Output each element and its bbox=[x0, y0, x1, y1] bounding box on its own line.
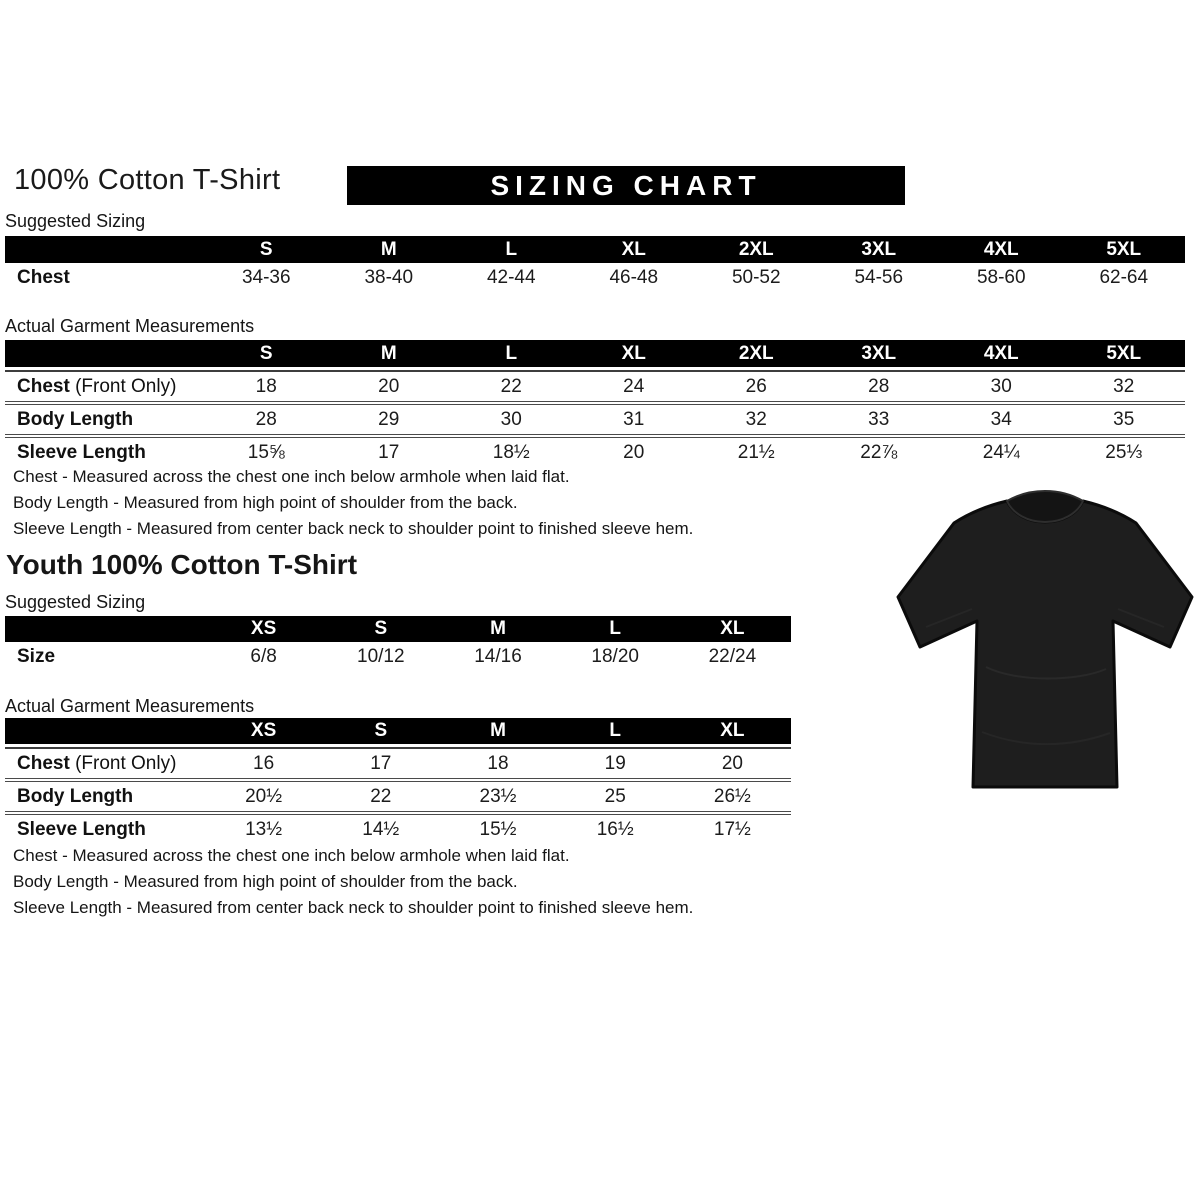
chest-value: 24 bbox=[623, 375, 645, 397]
youth-measurement-notes bbox=[13, 843, 693, 921]
chest-value: 20 bbox=[378, 375, 400, 397]
youth-size-value: 6/8 bbox=[250, 645, 277, 667]
chest-range-value: 38-40 bbox=[364, 266, 414, 288]
row-label: Sleeve Length bbox=[17, 441, 146, 463]
note-sleeve-length: Sleeve Length - Measured from center back neck to shoulder point to finished sleeve hem. bbox=[13, 519, 694, 538]
sleeve-length-value: 20 bbox=[623, 441, 645, 463]
size-column-header: M bbox=[490, 618, 506, 639]
chest-value: 30 bbox=[990, 375, 1012, 397]
sleeve-length-value: 17½ bbox=[713, 818, 751, 840]
note-body-length: Body Length - Measured from high point of shoulder from the back. bbox=[13, 493, 518, 512]
table-row bbox=[5, 811, 791, 844]
sleeve-length-value: 15⅝ bbox=[247, 441, 285, 463]
body-length-value: 28 bbox=[255, 408, 277, 430]
tshirt-image bbox=[886, 476, 1200, 808]
size-column-header: 4XL bbox=[983, 342, 1019, 364]
chest-value: 32 bbox=[1113, 375, 1135, 397]
table-header-row bbox=[5, 718, 791, 744]
note-chest: Chest - Measured across the chest one inch below armhole when laid flat. bbox=[13, 846, 570, 865]
youth-garment-measurements-table bbox=[5, 718, 791, 844]
chest-range-value: 34-36 bbox=[241, 266, 291, 288]
size-column-header: M bbox=[380, 342, 397, 364]
body-length-value: 26½ bbox=[713, 785, 751, 807]
note-sleeve-length: Sleeve Length - Measured from center back neck to shoulder point to finished sleeve hem. bbox=[13, 898, 694, 917]
body-length-value: 31 bbox=[623, 408, 645, 430]
note-body-length: Body Length - Measured from high point of shoulder from the back. bbox=[13, 872, 518, 891]
table-row bbox=[5, 434, 1185, 467]
chest-value: 17 bbox=[370, 752, 392, 774]
table-row bbox=[5, 778, 791, 811]
size-column-header: 2XL bbox=[738, 238, 774, 260]
chest-value: 26 bbox=[745, 375, 767, 397]
size-column-header: XL bbox=[621, 238, 646, 260]
sleeve-length-value: 13½ bbox=[245, 818, 283, 840]
sleeve-length-value: 14½ bbox=[362, 818, 400, 840]
chest-value: 18 bbox=[487, 752, 509, 774]
sleeve-length-value: 16½ bbox=[596, 818, 634, 840]
size-column-header: L bbox=[505, 238, 518, 260]
row-label: Chest (Front Only) bbox=[17, 752, 177, 774]
body-length-value: 22 bbox=[370, 785, 392, 807]
size-column-header: 5XL bbox=[1106, 238, 1142, 260]
row-label: Body Length bbox=[17, 785, 134, 807]
body-length-value: 30 bbox=[500, 408, 522, 430]
size-column-header: XL bbox=[720, 618, 745, 639]
sleeve-length-value: 22⅞ bbox=[860, 441, 898, 463]
body-length-value: 34 bbox=[990, 408, 1012, 430]
size-column-header: S bbox=[374, 720, 388, 741]
adult-measurement-notes bbox=[13, 464, 693, 542]
size-column-header: 2XL bbox=[738, 342, 774, 364]
chest-range-value: 50-52 bbox=[731, 266, 781, 288]
sleeve-length-value: 24¼ bbox=[982, 441, 1020, 463]
row-label: Chest (Front Only) bbox=[17, 375, 177, 397]
table-row bbox=[5, 401, 1185, 434]
chest-value: 16 bbox=[253, 752, 275, 774]
adult-suggested-sizing-table bbox=[5, 236, 1185, 292]
table-header-row bbox=[5, 340, 1185, 367]
youth-suggested-sizing-table bbox=[5, 616, 791, 671]
sizing-chart-banner: SIZING CHART bbox=[347, 166, 905, 205]
row-label: Sleeve Length bbox=[17, 818, 146, 840]
size-column-header: L bbox=[609, 618, 621, 639]
body-length-value: 29 bbox=[378, 408, 400, 430]
sleeve-length-value: 18½ bbox=[492, 441, 530, 463]
chest-range-value: 42-44 bbox=[486, 266, 536, 288]
sleeve-length-value: 17 bbox=[378, 441, 400, 463]
table-row bbox=[5, 747, 791, 778]
chest-value: 20 bbox=[721, 752, 743, 774]
size-column-header: 3XL bbox=[861, 238, 897, 260]
body-length-value: 25 bbox=[604, 785, 626, 807]
size-column-header: 4XL bbox=[983, 238, 1019, 260]
adult-suggested-sizing-label: Suggested Sizing bbox=[5, 211, 146, 231]
size-column-header: L bbox=[609, 720, 621, 741]
sleeve-length-value: 21½ bbox=[737, 441, 775, 463]
table-header-row bbox=[5, 236, 1185, 263]
chest-range-value: 46-48 bbox=[609, 266, 659, 288]
size-column-header: M bbox=[380, 238, 397, 260]
youth-garment-measurements-label: Actual Garment Measurements bbox=[5, 696, 255, 716]
sleeve-length-value: 15½ bbox=[479, 818, 517, 840]
note-chest: Chest - Measured across the chest one inch below armhole when laid flat. bbox=[13, 467, 570, 486]
table-row bbox=[5, 263, 1185, 292]
size-column-header: S bbox=[374, 618, 388, 639]
size-column-header: XL bbox=[621, 342, 646, 364]
size-column-header: M bbox=[490, 720, 506, 741]
youth-size-value: 22/24 bbox=[708, 645, 757, 667]
size-column-header: L bbox=[505, 342, 518, 364]
chest-value: 19 bbox=[604, 752, 626, 774]
row-label: Body Length bbox=[17, 408, 134, 430]
page-title: 100% Cotton T-Shirt bbox=[14, 164, 281, 196]
size-column-header: S bbox=[259, 238, 273, 260]
chest-range-value: 62-64 bbox=[1099, 266, 1149, 288]
chest-range-value: 58-60 bbox=[976, 266, 1026, 288]
row-label: Chest bbox=[17, 266, 70, 288]
adult-garment-measurements-label: Actual Garment Measurements bbox=[5, 316, 255, 336]
size-column-header: 3XL bbox=[861, 342, 897, 364]
chest-value: 22 bbox=[500, 375, 522, 397]
tshirt-icon bbox=[886, 476, 1200, 808]
table-row bbox=[5, 370, 1185, 401]
body-length-value: 20½ bbox=[245, 785, 283, 807]
youth-size-value: 18/20 bbox=[591, 645, 639, 667]
size-column-header: XS bbox=[250, 720, 277, 741]
size-column-header: XS bbox=[250, 618, 277, 639]
chest-value: 18 bbox=[255, 375, 277, 397]
youth-suggested-sizing-label: Suggested Sizing bbox=[5, 592, 146, 612]
table-header-row bbox=[5, 616, 791, 642]
body-length-value: 35 bbox=[1113, 408, 1135, 430]
adult-garment-measurements-table bbox=[5, 340, 1185, 467]
size-column-header: XL bbox=[720, 720, 745, 741]
row-label: Size bbox=[17, 645, 56, 667]
youth-section-title: Youth 100% Cotton T-Shirt bbox=[6, 549, 358, 580]
table-row bbox=[5, 642, 791, 671]
chest-range-value: 54-56 bbox=[854, 266, 904, 288]
sleeve-length-value: 25⅓ bbox=[1105, 441, 1143, 463]
youth-size-value: 10/12 bbox=[357, 645, 405, 667]
chest-value: 28 bbox=[868, 375, 890, 397]
body-length-value: 23½ bbox=[479, 785, 517, 807]
body-length-value: 32 bbox=[745, 408, 767, 430]
size-column-header: 5XL bbox=[1106, 342, 1142, 364]
youth-size-value: 14/16 bbox=[474, 645, 522, 667]
size-column-header: S bbox=[259, 342, 273, 364]
body-length-value: 33 bbox=[868, 408, 890, 430]
